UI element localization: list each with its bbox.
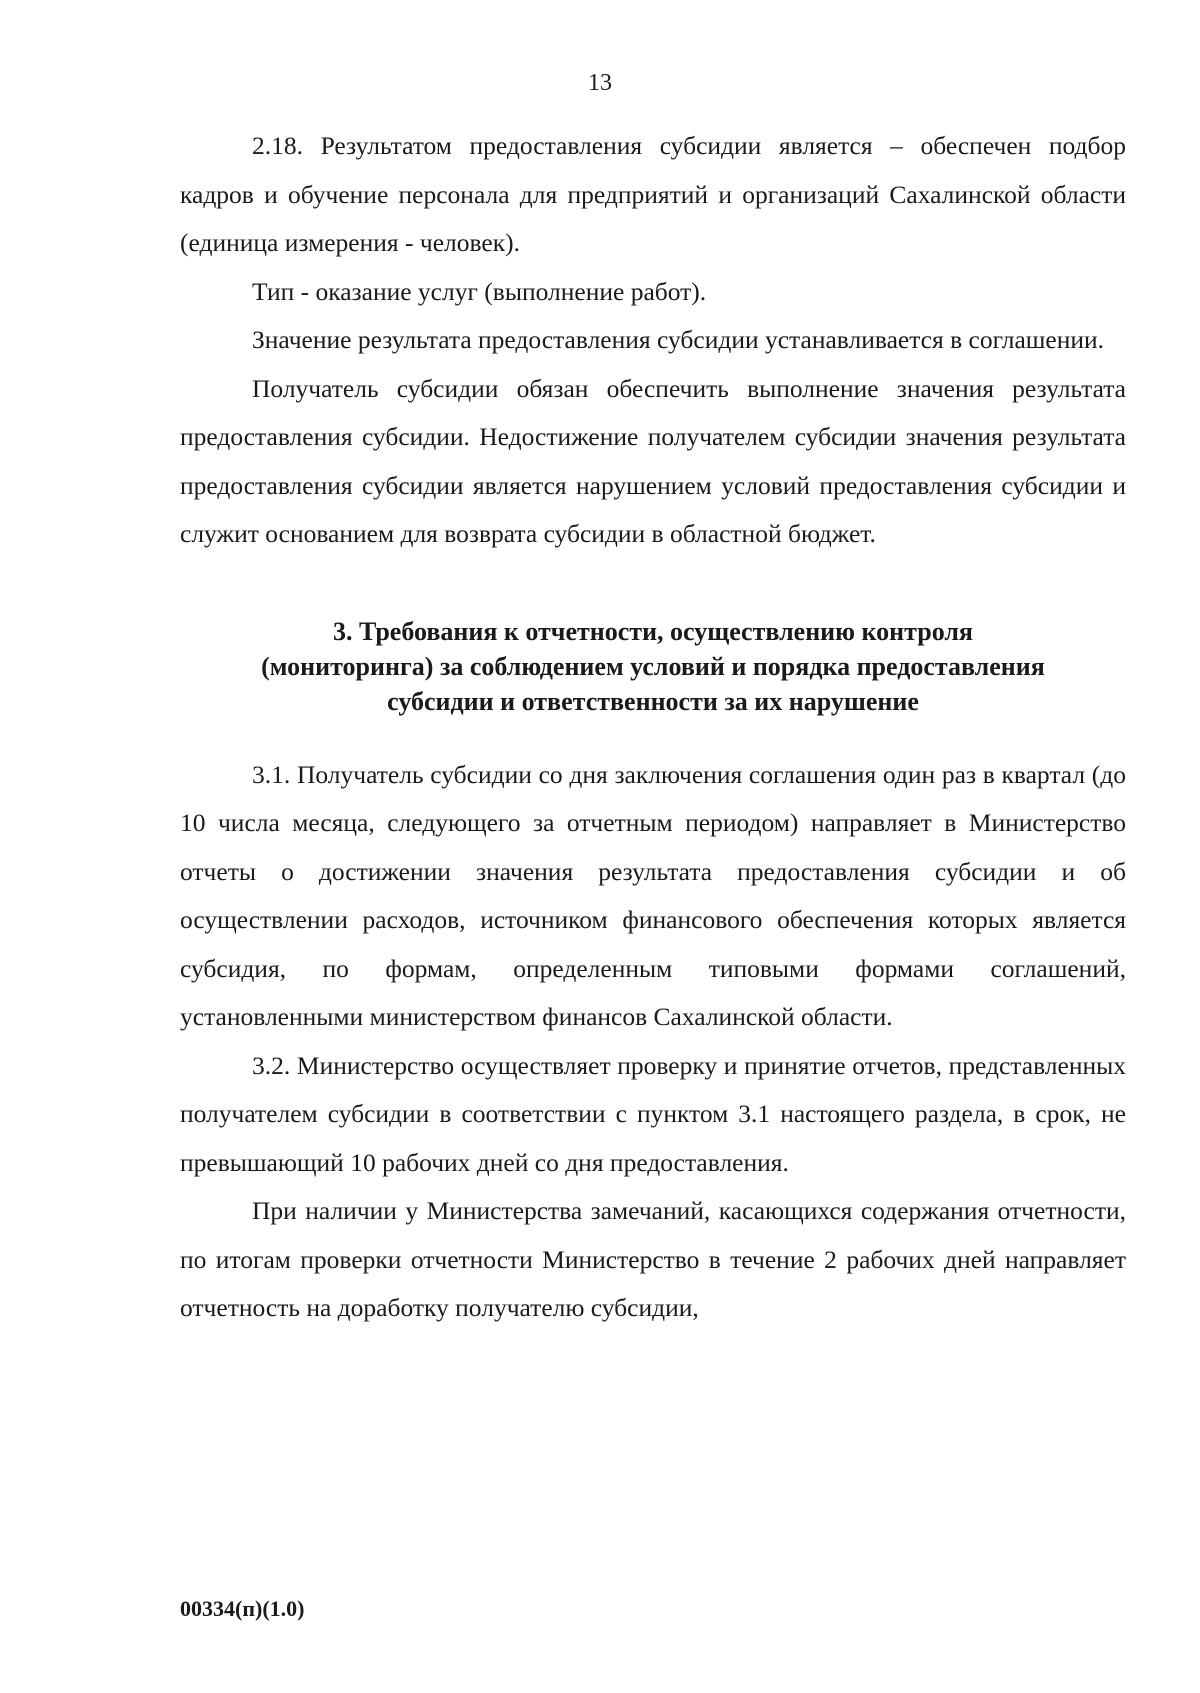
paragraph-type: Тип - оказание услуг (выполнение работ).: [252, 276, 707, 306]
document-body: [180, 122, 1126, 1333]
paragraph-2-18: 2.18. Результатом предоставления субсидии является – обеспечен подбор кадров и обучение персонала для предприятий и организаций Сахалинской области (единица измерения - человек).: [180, 131, 1126, 257]
page-number: 13: [588, 70, 612, 96]
paragraph-3-1: 3.1. Получатель субсидии со дня заключения соглашения один раз в квартал (до 10 числа месяца, следующего за отчетным периодом) направляет в Министерство отчеты о достижении значения результата предоставления субсидии и об осуществлении расходов, источником финансового обеспечения которых является субсидия, по формам, определенным типовыми формами соглашений, установленными министерством финансов Сахалинской области.: [180, 759, 1126, 1031]
document-code: 00334(п)(1.0): [180, 1596, 305, 1621]
section-heading-line: 3. Требования к отчетности, осуществлению контроля: [332, 616, 974, 646]
section-heading-line: субсидии и ответственности за их нарушение: [387, 686, 919, 716]
paragraph-recipient-obligation: Получатель субсидии обязан обеспечить выполнение значения результата предоставления субсидии. Недостижение получателем субсидии значения результата предоставления субсидии является нарушением условий предоставления субсидии и служит основанием для возврата субсидии в областной бюджет.: [180, 373, 1126, 548]
paragraph-result-value: Значение результата предоставления субсидии устанавливается в соглашении.: [252, 325, 1105, 354]
paragraph-3-2: 3.2. Министерство осуществляет проверку и принятие отчетов, представленных получателем субсидии в соответствии с пунктом 3.1 настоящего раздела, в срок, не превышающий 10 рабочих дней со дня предоставления.: [180, 1050, 1126, 1177]
section-3-heading: [180, 614, 1126, 719]
paragraph-remarks: При наличии у Министерства замечаний, касающихся содержания отчетности, по итогам проверки отчетности Министерство в течение 2 рабочих дней направляет отчетность на доработку получателю субсидии,: [180, 1196, 1126, 1322]
section-heading-line: (мониторинга) за соблюдением условий и порядка предоставления: [261, 651, 1045, 681]
